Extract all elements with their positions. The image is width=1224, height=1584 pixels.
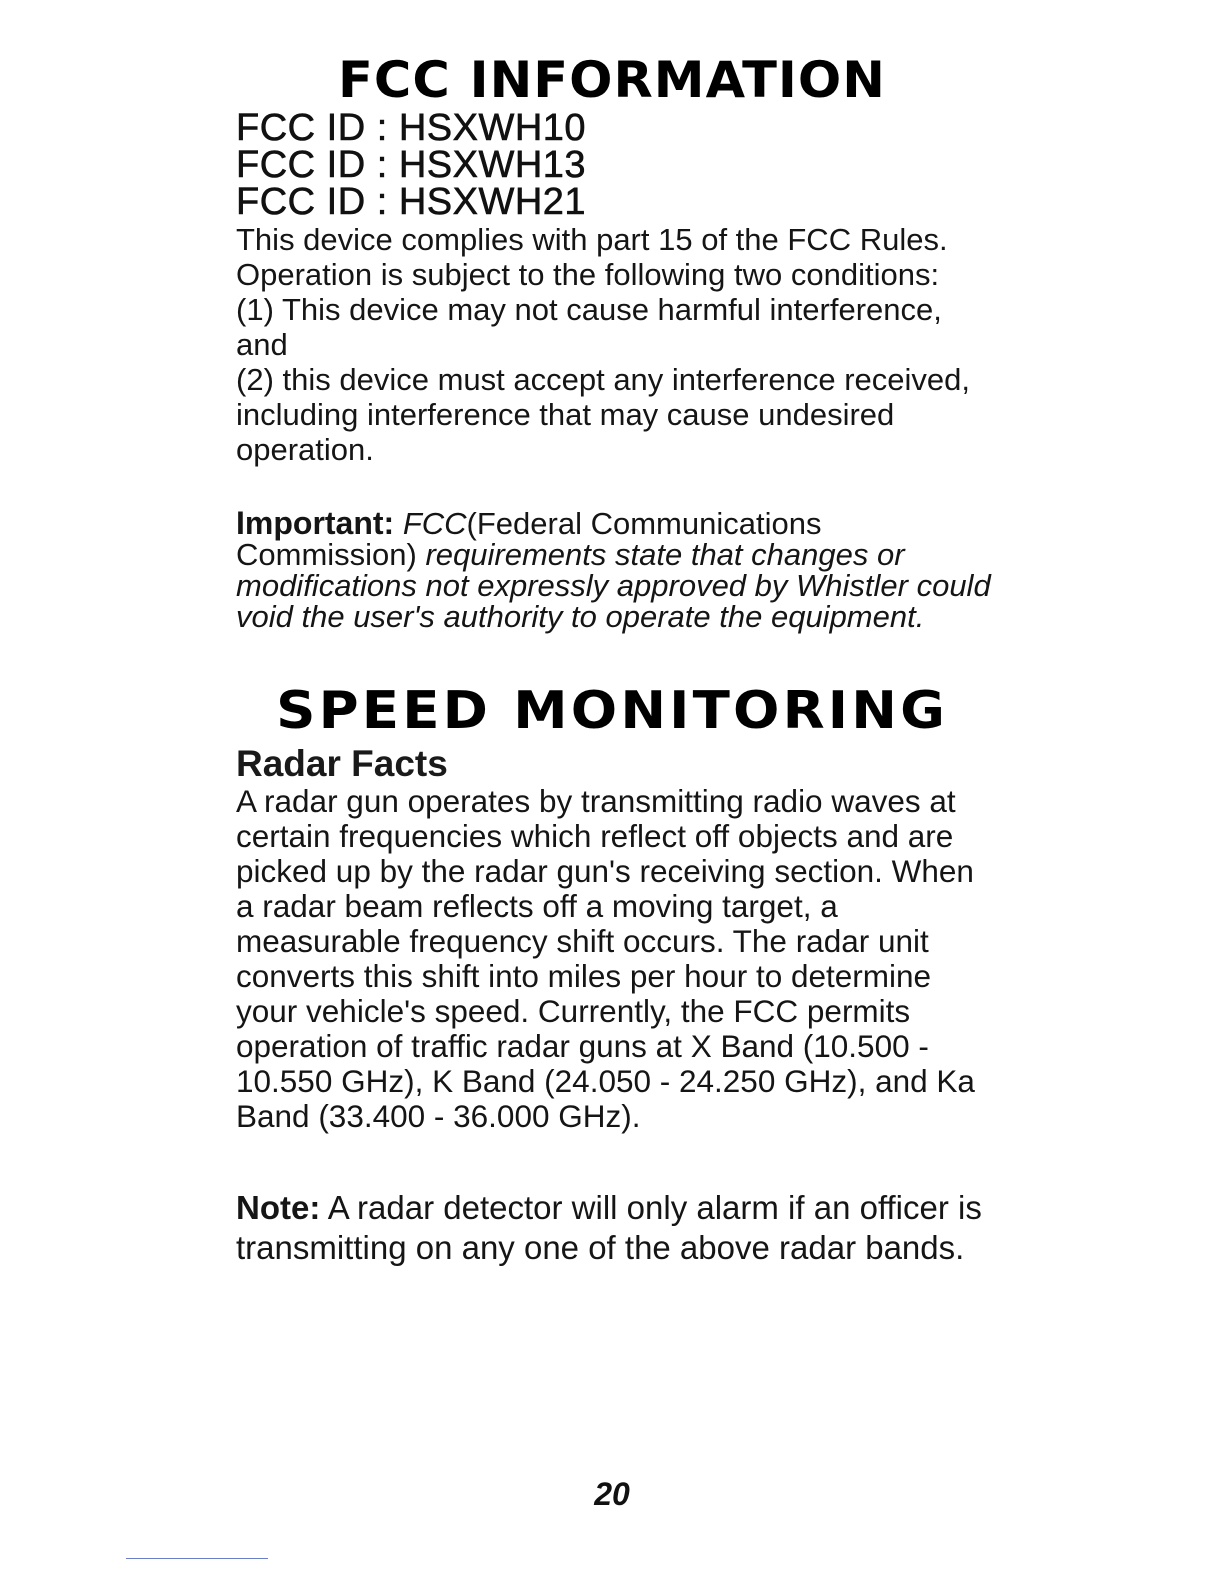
fcc-id-line: FCC ID : HSXWH10 (236, 107, 587, 149)
speed-monitoring-heading: SPEED MONITORING (276, 681, 949, 741)
footer-rule (126, 1558, 268, 1559)
compliance-statement (236, 222, 996, 467)
important-middle: (Federal Communications Commission) (236, 506, 822, 572)
condition-2: (2) this device must accept any interference received, including interference that may cause undesired operation. (236, 362, 971, 467)
note-label: Note: (236, 1189, 321, 1226)
important-notice (236, 505, 996, 634)
radar-facts-paragraph: A radar gun operates by transmitting radio waves at certain frequencies which reflect off objects and are picked up by the radar gun's receiving section. When a radar beam reflects off a moving target, a measurable frequency shift occurs. The radar unit converts this shift into miles per hour to determine your vehicle's speed. Currently, the FCC permits operation of traffic radar guns at X Band (10.500 - 10.550 GHz), K Band (24.050 - 24.250 GHz), and Ka Band (33.400 - 36.000 GHz). (236, 783, 975, 1134)
page-number: 20 (594, 1476, 630, 1512)
important-label: Important: (236, 505, 395, 541)
radar-facts-heading: Radar Facts (236, 743, 448, 784)
note-text: A radar detector will only alarm if an officer is transmitting on any one of the above radar bands. (236, 1189, 982, 1266)
note-paragraph (236, 1188, 996, 1268)
fcc-information-heading: FCC INFORMATION (338, 51, 887, 109)
important-fcc: FCC (402, 506, 467, 541)
condition-1: (1) This device may not cause harmful interference, and (236, 292, 942, 362)
fcc-id-line: FCC ID : HSXWH13 (236, 144, 587, 186)
important-text: requirements state that changes or modifications not expressly approved by Whistler could void the user's authority to operate the equipment. (236, 537, 991, 634)
fcc-id-line: FCC ID : HSXWH21 (236, 181, 587, 223)
fcc-id-list (236, 107, 996, 223)
compliance-intro: This device complies with part 15 of the FCC Rules. Operation is subject to the following two conditions: (236, 222, 948, 292)
